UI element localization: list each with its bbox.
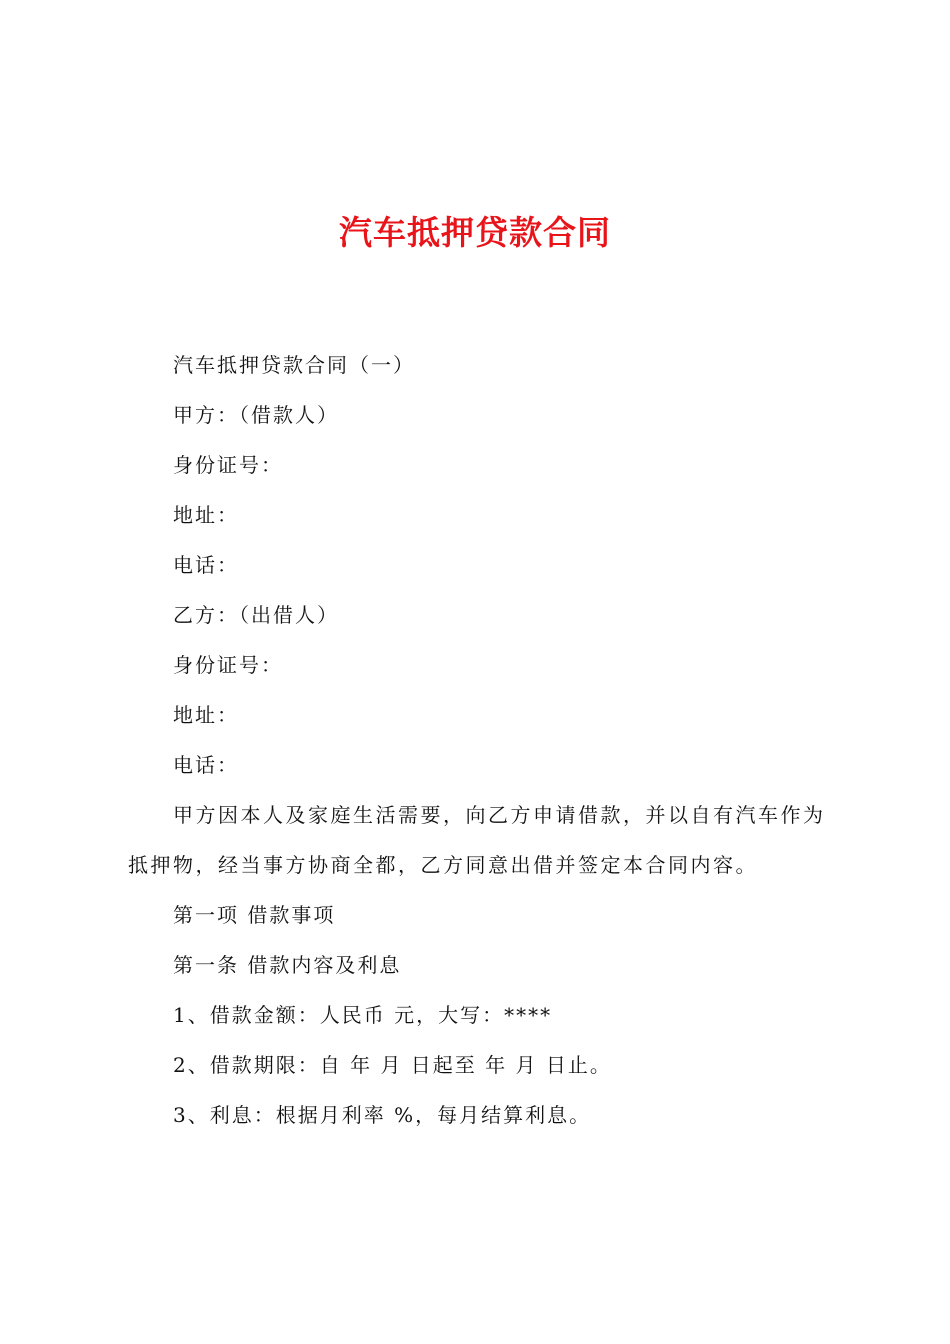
party-b-phone-field: 电话： [173,753,239,777]
party-b-id-field: 身份证号： [173,653,283,677]
article-heading: 第一条 借款内容及利息 [173,953,402,977]
clause-loan-term: 2、借款期限：自 年 月 日起至 年 月 日止。 [173,1053,612,1077]
clause-loan-amount: 1、借款金额：人民币 元，大写：**** [173,1003,553,1027]
section-heading: 第一项 借款事项 [173,903,336,927]
party-a-address-field: 地址： [173,503,239,527]
document-title: 汽车抵押贷款合同 [339,213,611,252]
party-b-address-field: 地址： [173,703,239,727]
party-b-label: 乙方：（出借人） [173,603,339,627]
contract-subtitle: 汽车抵押贷款合同（一） [173,353,415,377]
clause-interest: 3、利息：根据月利率 %，每月结算利息。 [173,1103,592,1127]
party-a-id-field: 身份证号： [173,453,283,477]
party-a-label: 甲方：（借款人） [173,403,339,427]
document-body [128,340,840,1140]
intro-paragraph: 甲方因本人及家庭生活需要，向乙方申请借款，并以自有汽车作为抵押物，经当事方协商全都，乙方同意出借并签定本合同内容。 [128,803,826,877]
party-a-phone-field: 电话： [173,553,239,577]
